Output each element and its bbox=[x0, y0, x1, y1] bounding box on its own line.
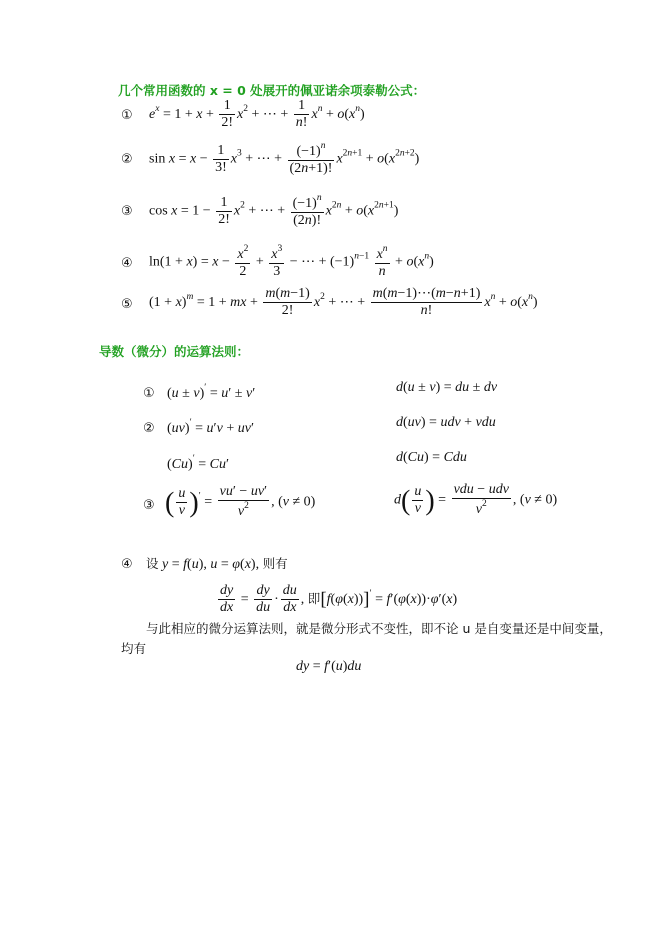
invariance-paragraph-line2: 均有 bbox=[121, 641, 147, 656]
rule-marker-4: ④ bbox=[121, 557, 133, 572]
rules-heading: 导数（微分）的运算法则： bbox=[99, 344, 250, 359]
rule-product-differential: d(uv) = udv + vdu bbox=[396, 415, 496, 430]
marker-1: ① bbox=[121, 108, 133, 123]
chain-rule-setup: 设 y = f(u), u = φ(x), 则有 bbox=[146, 556, 288, 572]
formula-binomial: $(1 + x)^m = 1$ + mx + $\frac{m(m-1)}{2!}$ $x^2$ + ⋯ + $\frac{m(m-1)\cdots(m-n+1)}{n!}$ $x^n + o(x^n)$ bbox=[149, 286, 538, 319]
rule-quotient-differential: d( $\frac{u}{v}$ ) = $\frac{\text{vdu − udv}}{v^2}$ , (v ≠ 0) bbox=[394, 482, 558, 518]
set-prefix: 设 bbox=[146, 556, 159, 571]
rule-constant-differential: d(Cu) = Cdu bbox=[396, 450, 467, 465]
invariance-paragraph-line1: 与此相应的微分运算法则，就是微分形式不变性，即不论 u 是自变量还是中间变量， bbox=[146, 621, 612, 636]
formula-sin: sin x = x − $\frac{1}{3!}$ $x^3$ + ⋯ + $\frac{(-1)^n}{(2n+1)!}$ $x^{2n+1} + o(x^{2n+2})$ bbox=[149, 141, 420, 177]
marker-2: ② bbox=[121, 152, 133, 167]
chain-rule-formula: $\frac{dy}{dx}$ = $\frac{dy}{du}$ · $\frac{du}{dx}$ , 即[f(φ(x))]′ = f′(φ(x))·φ′(x) bbox=[220, 583, 458, 616]
rule-constant-derivative: (Cu)′ = Cu′ bbox=[167, 454, 230, 472]
rule-sum-differential: d(u ± v) = du ± dv bbox=[396, 380, 498, 395]
taylor-heading: 几个常用函数的 x = 0 处展开的佩亚诺余项泰勒公式： bbox=[118, 83, 426, 98]
rule-marker-2: ② bbox=[143, 421, 155, 436]
namely-label: 即 bbox=[307, 590, 321, 606]
invariance-formula: dy = f′(u)du bbox=[296, 659, 362, 674]
marker-3: ③ bbox=[121, 204, 133, 219]
formula-exp: $e^x = 1 + x$ + $\frac{1}{2!}$ $x^2$ + ⋯ + $\frac{1}{n!}$ $x^n + o(x^n)$ bbox=[149, 98, 365, 131]
rule-sum-derivative: (u ± v)′ = u′ ± v′ bbox=[167, 383, 256, 401]
formula-cos: cos x = 1 − $\frac{1}{2!}$ $x^2$ + ⋯ + $\frac{(-1)^n}{(2n)!}$ $x^{2n} + o(x^{2n+1})$ bbox=[149, 193, 399, 229]
rule-marker-1: ① bbox=[143, 386, 155, 401]
rule-marker-3: ③ bbox=[143, 498, 155, 513]
then-have: 则有 bbox=[262, 556, 288, 571]
marker-5: ⑤ bbox=[121, 297, 133, 312]
formula-ln: ln(1 + x) = x − $\frac{x^2}{2}$ + $\frac{x^3}{3}$ − ⋯ + $(-1)^{n-1}$ $\frac{x^n}{n}$ + $o(x^n)$ bbox=[149, 244, 434, 280]
rule-product-derivative: (uv)′ = u′v + uv′ bbox=[167, 418, 255, 436]
marker-4: ④ bbox=[121, 256, 133, 271]
rule-quotient-derivative: ( $\frac{u}{v}$ )′ = $\frac{vu' - uv'}{v^2}$ , (v ≠ 0) bbox=[165, 484, 316, 520]
